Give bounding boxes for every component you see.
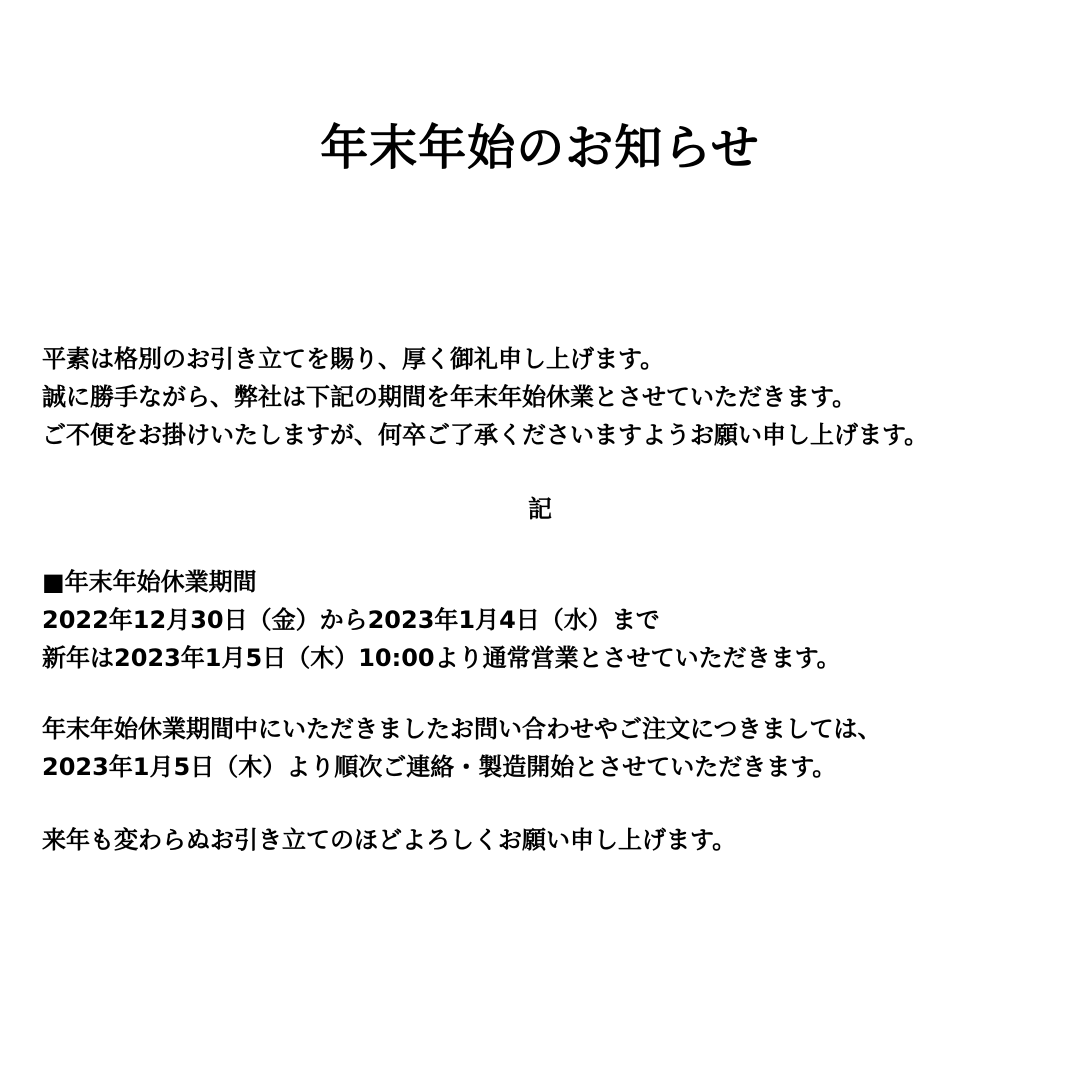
page-title: 年末年始のお知らせ: [320, 120, 760, 176]
closing-paragraph: [42, 821, 1052, 859]
intro-line: ご不便をお掛けいたしますが、何卒ご了承くださいますようお願い申し上げます。: [42, 421, 929, 449]
closure-period-dates: 2022年12月30日（金）から2023年1月4日（水）まで: [42, 606, 660, 634]
intro-paragraph: [42, 340, 1052, 454]
orders-line: 年末年始休業期間中にいただきましたお問い合わせやご注文につきましては、: [42, 715, 882, 743]
reopening-info: 新年は2023年1月5日（木）10:00より通常営業とさせていただきます。: [42, 644, 841, 672]
closure-period-section: [42, 563, 1052, 677]
orders-line: 2023年1月5日（木）より順次ご連絡・製造開始とさせていただきます。: [42, 753, 837, 781]
intro-line: 誠に勝手ながら、弊社は下記の期間を年末年始休業とさせていただきます。: [42, 383, 857, 411]
closure-period-heading: ■年末年始休業期間: [42, 568, 257, 596]
ki-heading: 記: [528, 495, 552, 523]
orders-paragraph: [42, 710, 1052, 786]
intro-line: 平素は格別のお引き立てを賜り、厚く御礼申し上げます。: [42, 345, 665, 373]
closing-line: 来年も変わらぬお引き立てのほどよろしくお願い申し上げます。: [42, 826, 737, 854]
